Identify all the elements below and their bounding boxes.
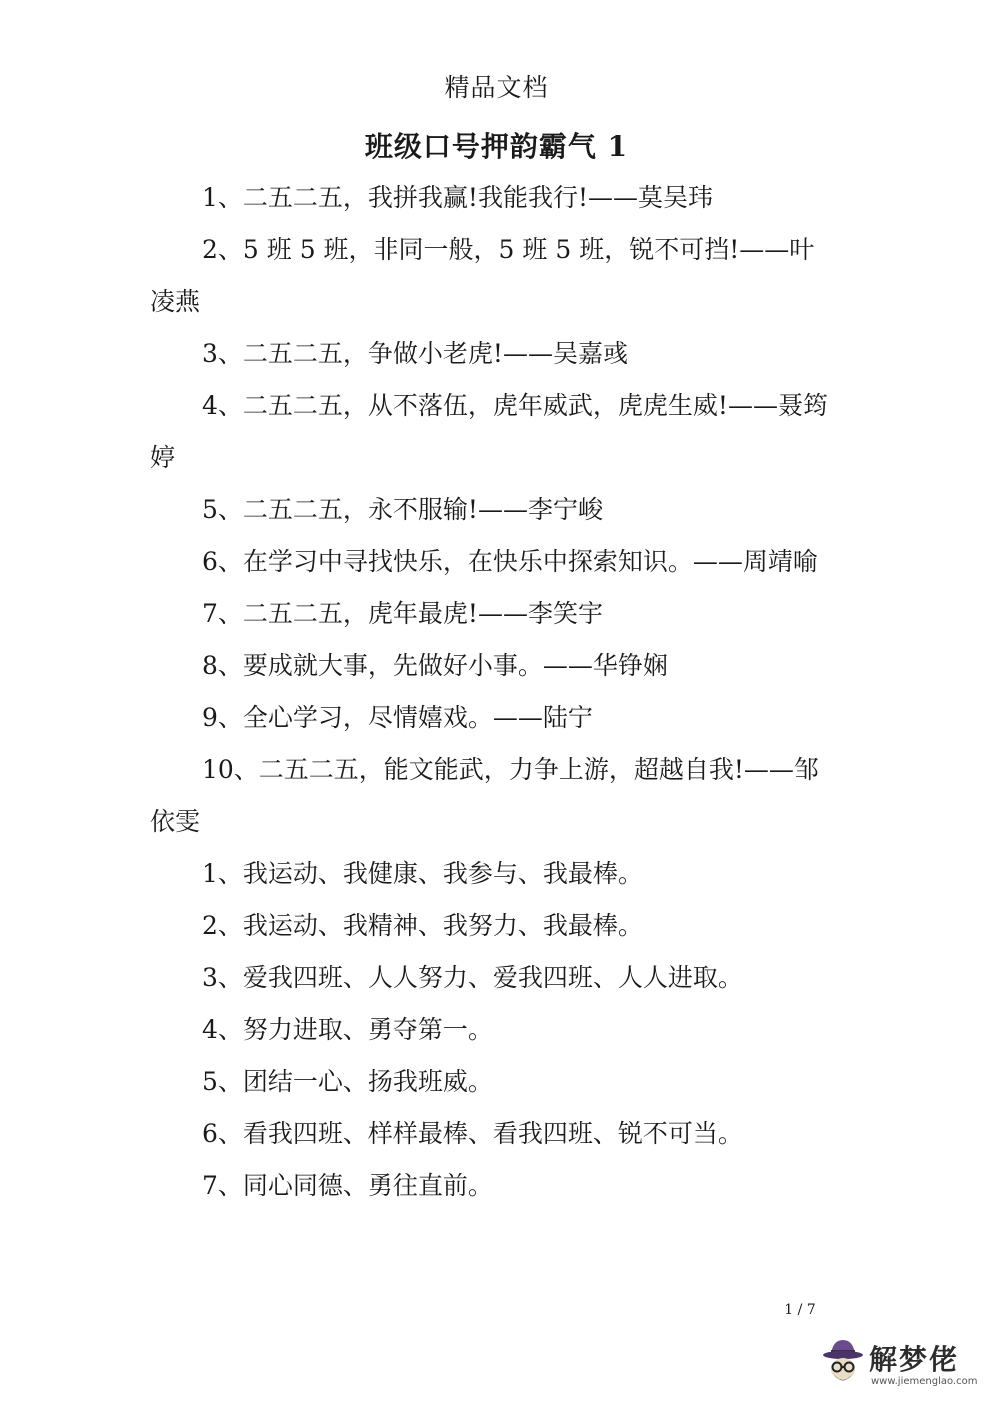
paragraph: 1、二五二五，我拼我赢!我能我行!——莫吴玮 [202, 183, 714, 212]
paragraph: 8、要成就大事，先做好小事。——华铮娴 [202, 651, 668, 680]
document-header: 精品文档 [444, 73, 549, 102]
watermark-logo[interactable] [821, 1334, 978, 1394]
paragraph: 2、我运动、我精神、我努力、我最棒。 [202, 911, 643, 940]
paragraph: 2、5 班 5 班，非同一般，5 班 5 班，锐不可挡!——叶凌燕 [150, 235, 815, 316]
page-number: 1 / 7 [784, 1302, 816, 1318]
paragraph: 6、看我四班、样样最棒、看我四班、锐不可当。 [202, 1119, 743, 1148]
paragraph: 4、二五二五，从不落伍，虎年威武，虎虎生威!——聂筠婷 [150, 391, 828, 472]
paragraph: 5、团结一心、扬我班威。 [202, 1067, 493, 1096]
paragraph: 3、爱我四班、人人努力、爱我四班、人人进取。 [202, 963, 743, 992]
paragraph: 7、同心同德、勇往直前。 [202, 1171, 493, 1200]
paragraph: 9、全心学习，尽情嬉戏。——陆宁 [202, 703, 593, 732]
paragraph: 1、我运动、我健康、我参与、我最棒。 [202, 859, 643, 888]
paragraph: 4、努力进取、勇夺第一。 [202, 1015, 493, 1044]
watermark-url[interactable]: www.jiemenglao.com [871, 1376, 978, 1387]
paragraph: 10、二五二五，能文能武，力争上游，超越自我!——邹依雯 [150, 755, 819, 836]
paragraph: 7、二五二五，虎年最虎!——李笑宇 [202, 599, 603, 628]
document-body [150, 172, 835, 1212]
watermark-name: 解梦佬 [869, 1343, 960, 1376]
paragraph: 3、二五二五，争做小老虎!——吴嘉彧 [202, 339, 628, 368]
document-title: 班级口号押韵霸气 1 [364, 130, 629, 163]
paragraph: 5、二五二五，永不服输!——李宁峻 [202, 495, 603, 524]
paragraph: 6、在学习中寻找快乐，在快乐中探索知识。——周靖喻 [202, 547, 818, 576]
